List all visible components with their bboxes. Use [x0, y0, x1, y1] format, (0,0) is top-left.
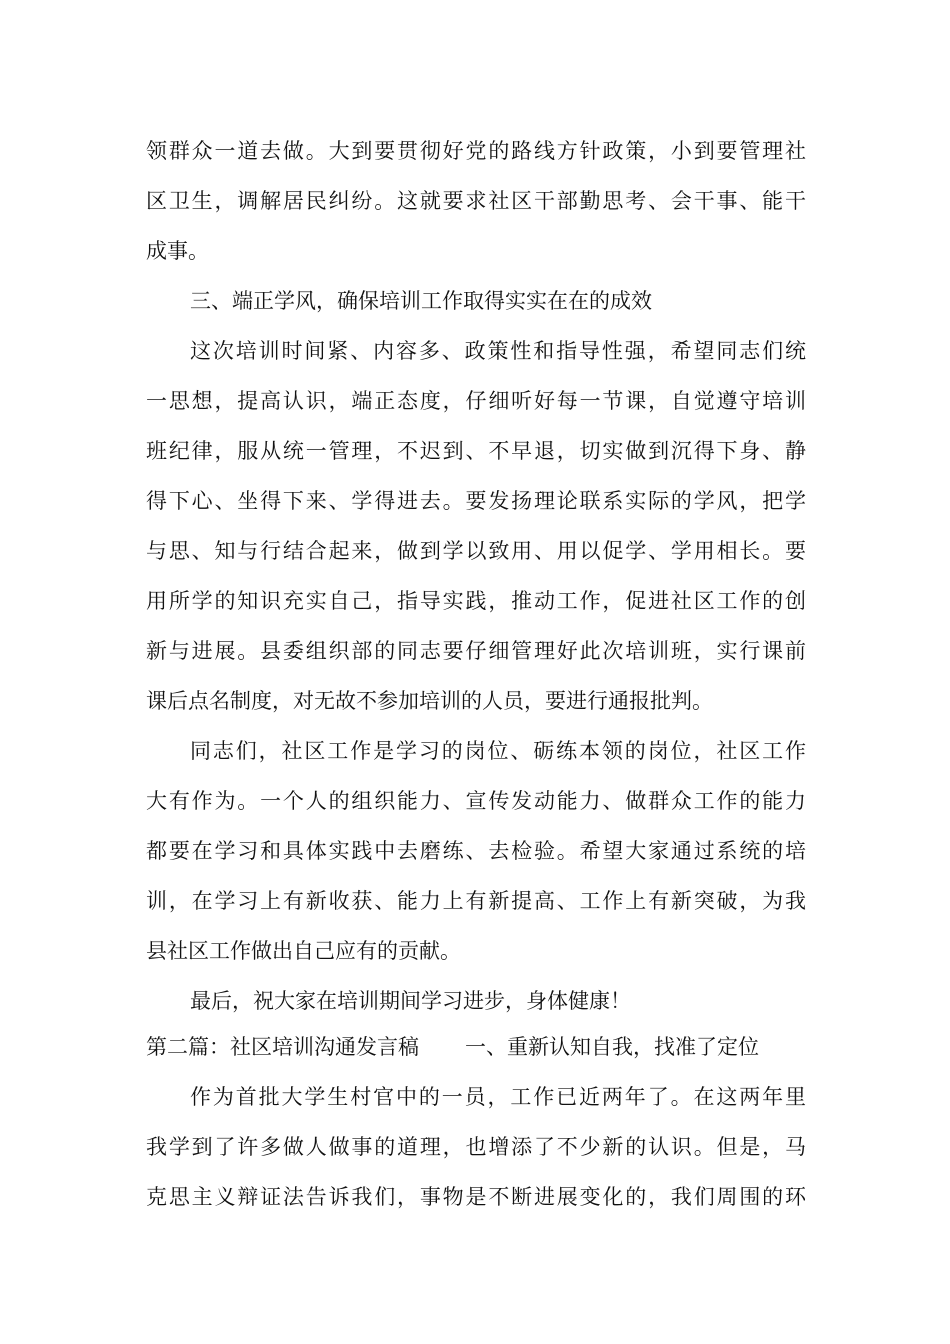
chapter-heading-line — [146, 1032, 806, 1062]
text-line: 新与进展。县委组织部的同志要仔细管理好此次培训班，实行课前 — [146, 639, 806, 663]
text-line: 我学到了许多做人做事的道理，也增添了不少新的认识。但是，马 — [146, 1135, 806, 1159]
text-line: 最后，祝大家在培训期间学习进步，身体健康！ — [190, 989, 631, 1013]
text-line: 区卫生，调解居民纠纷。这就要求社区干部勤思考、会干事、能干 — [146, 189, 806, 213]
chapter-title: 第二篇：社区培训沟通发言稿 — [146, 1035, 419, 1059]
text-line: 克思主义辩证法告诉我们，事物是不断进展变化的，我们周围的环 — [146, 1185, 806, 1209]
text-line: 与思、知与行结合起来，做到学以致用、用以促学、学用相长。要 — [146, 539, 806, 563]
text-line: 成事。 — [146, 239, 209, 263]
text-line: 县社区工作做出自己应有的贡献。 — [146, 939, 461, 963]
section-heading: 三、端正学风，确保培训工作取得实实在在的成效 — [190, 289, 652, 313]
text-line: 一思想，提高认识，端正态度，仔细听好每一节课，自觉遵守培训 — [146, 389, 806, 413]
text-line: 都要在学习和具体实践中去磨练、去检验。希望大家通过系统的培 — [146, 839, 806, 863]
text-line: 训，在学习上有新收获、能力上有新提高、工作上有新突破，为我 — [146, 889, 806, 913]
text-line: 同志们，社区工作是学习的岗位、砺练本领的岗位，社区工作 — [190, 739, 806, 763]
text-line: 得下心、坐得下来、学得进去。要发扬理论联系实际的学风，把学 — [146, 489, 806, 513]
text-line: 课后点名制度，对无故不参加培训的人员，要进行通报批判。 — [146, 689, 713, 713]
text-line: 作为首批大学生村官中的一员，工作已近两年了。在这两年里 — [190, 1085, 806, 1109]
text-line: 大有作为。一个人的组织能力、宣传发动能力、做群众工作的能力 — [146, 789, 806, 813]
text-line: 班纪律，服从统一管理，不迟到、不早退，切实做到沉得下身、静 — [146, 439, 806, 463]
subsection-heading: 一、重新认知自我，找准了定位 — [465, 1035, 759, 1059]
text-line: 领群众一道去做。大到要贯彻好党的路线方针政策，小到要管理社 — [146, 139, 806, 163]
text-line: 用所学的知识充实自己，指导实践，推动工作，促进社区工作的创 — [146, 589, 806, 613]
text-line: 这次培训时间紧、内容多、政策性和指导性强，希望同志们统 — [190, 339, 806, 363]
